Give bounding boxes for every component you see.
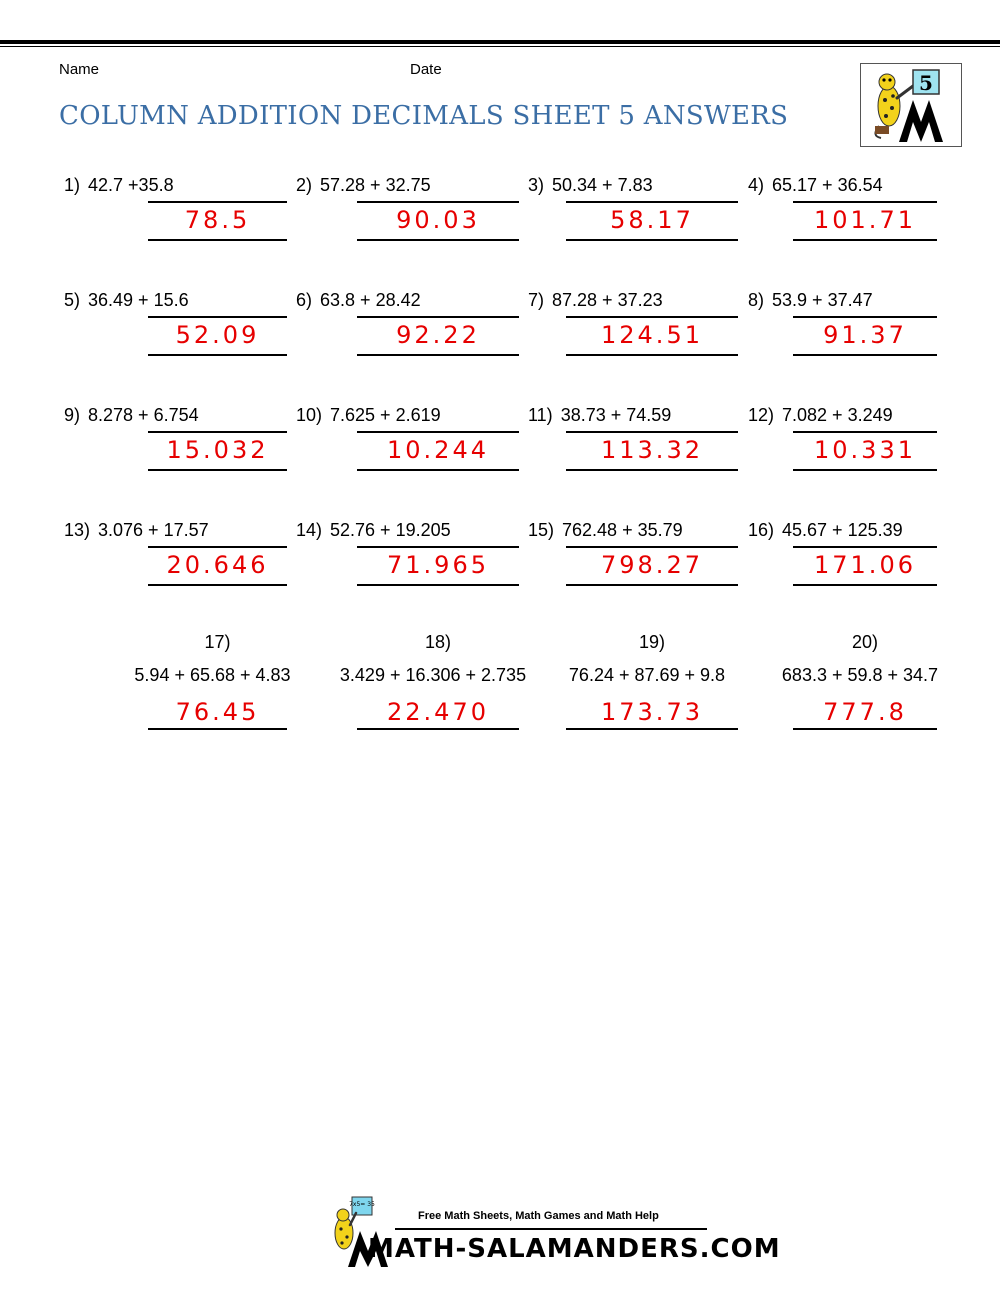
problem-number: 5) — [64, 290, 81, 310]
problem-number: 2) — [296, 175, 313, 195]
top-rule — [0, 40, 1000, 44]
problem-answer: 113.32 — [601, 436, 703, 464]
problem-number: 17) — [204, 632, 231, 652]
answer-rule — [357, 584, 519, 586]
salamander-logo-art — [861, 64, 961, 146]
problem-number: 15) — [528, 520, 555, 540]
answer-rule — [793, 316, 937, 318]
problem-expression: 762.48 + 35.79 — [562, 520, 683, 540]
answer-rule — [357, 239, 519, 241]
answer-rule — [793, 469, 937, 471]
problem-answer: 22.470 — [387, 698, 489, 726]
answer-rule — [793, 584, 937, 586]
problem-question — [748, 405, 893, 426]
problem-expression: 38.73 + 74.59 — [560, 405, 672, 425]
answer-rule — [357, 431, 519, 433]
problem-expression: 76.24 + 87.69 + 9.8 — [568, 665, 726, 685]
top-rule-thin — [0, 46, 1000, 47]
problem-number: 16) — [748, 520, 775, 540]
answer-rule — [148, 584, 287, 586]
problem-number: 13) — [64, 520, 91, 540]
problem-expression: 52.76 + 19.205 — [330, 520, 451, 540]
date-label: Date — [410, 61, 442, 78]
problem-question — [528, 175, 653, 196]
answer-rule — [148, 431, 287, 433]
problem-question — [296, 175, 431, 196]
answer-rule — [357, 201, 519, 203]
problem-expression: 45.67 + 125.39 — [782, 520, 903, 540]
answer-rule — [793, 431, 937, 433]
problem-answer: 10.331 — [814, 436, 916, 464]
problem-number: 3) — [528, 175, 545, 195]
answer-rule — [566, 431, 738, 433]
answer-rule — [566, 728, 738, 730]
answer-rule — [148, 728, 287, 730]
problem-question — [296, 405, 441, 426]
problem-expression: 7.082 + 3.249 — [782, 405, 893, 425]
problem-expression: 8.278 + 6.754 — [88, 405, 199, 425]
problem-expression: 57.28 + 32.75 — [320, 175, 431, 195]
problem-number: 4) — [748, 175, 765, 195]
problem-expression: 7.625 + 2.619 — [330, 405, 441, 425]
problem-number: 20) — [851, 632, 878, 652]
problem-number: 1) — [64, 175, 81, 195]
answer-rule — [148, 316, 287, 318]
answer-rule — [357, 469, 519, 471]
answer-rule — [148, 239, 287, 241]
problem-answer: 71.965 — [387, 551, 489, 579]
problem-expression: 5.94 + 65.68 + 4.83 — [134, 665, 291, 685]
problem-question — [528, 405, 671, 426]
answer-rule — [357, 546, 519, 548]
problem-answer: 78.5 — [184, 206, 251, 234]
answer-rule — [793, 354, 937, 356]
problem-number: 18) — [424, 632, 451, 652]
problem-answer: 777.8 — [823, 698, 907, 726]
problem-question — [528, 520, 683, 541]
answer-rule — [148, 354, 287, 356]
problem-expression: 683.3 + 59.8 + 34.7 — [781, 665, 939, 685]
answer-rule — [148, 201, 287, 203]
problem-answer: 91.37 — [823, 321, 907, 349]
problem-number: 8) — [748, 290, 765, 310]
problem-answer: 52.09 — [175, 321, 260, 349]
answer-rule — [148, 546, 287, 548]
problem-expression: 42.7 +35.8 — [88, 175, 174, 195]
problem-number: 7) — [528, 290, 545, 310]
answer-rule — [566, 239, 738, 241]
answer-rule — [357, 728, 519, 730]
answer-rule — [566, 469, 738, 471]
footer-tagline: Free Math Sheets, Math Games and Math Help — [418, 1210, 659, 1222]
problem-question — [748, 175, 883, 196]
answer-rule — [566, 546, 738, 548]
problem-answer: 76.45 — [175, 698, 260, 726]
problem-question — [64, 175, 174, 196]
problem-number: 19) — [638, 632, 665, 652]
salamander-logo — [860, 63, 962, 147]
footer-brand: MATH-SALAMANDERS.COM — [368, 1234, 781, 1264]
answer-rule — [566, 354, 738, 356]
problem-answer: 15.032 — [166, 436, 269, 464]
answer-rule — [566, 316, 738, 318]
problem-question — [64, 290, 189, 311]
footer-logo-sign: 7x5= 35 — [349, 1201, 375, 1208]
problem-number: 11) — [528, 405, 553, 425]
problem-expression: 50.34 + 7.83 — [552, 175, 653, 195]
problem-question — [528, 290, 663, 311]
problem-number: 14) — [296, 520, 323, 540]
problem-question — [748, 520, 903, 541]
problem-answer: 171.06 — [814, 551, 916, 579]
problem-question — [64, 405, 199, 426]
problem-expression: 3.429 + 16.306 + 2.735 — [339, 665, 527, 685]
answer-rule — [357, 316, 519, 318]
problem-question — [296, 290, 421, 311]
logo-badge-number: 5 — [919, 71, 933, 95]
footer-rule — [395, 1228, 707, 1230]
problem-expression: 65.17 + 36.54 — [772, 175, 883, 195]
answer-rule — [793, 728, 937, 730]
answer-rule — [793, 546, 937, 548]
problem-expression: 3.076 + 17.57 — [98, 520, 209, 540]
problem-question — [64, 520, 209, 541]
problem-answer: 92.22 — [396, 321, 480, 349]
problem-expression: 63.8 + 28.42 — [320, 290, 421, 310]
name-label: Name — [59, 61, 100, 78]
page-title: COLUMN ADDITION DECIMALS SHEET 5 ANSWERS — [59, 101, 789, 131]
problem-number: 6) — [296, 290, 313, 310]
problem-expression: 36.49 + 15.6 — [88, 290, 189, 310]
problem-expression: 53.9 + 37.47 — [772, 290, 873, 310]
problem-answer: 124.51 — [601, 321, 703, 349]
answer-rule — [566, 584, 738, 586]
problem-answer: 798.27 — [601, 551, 703, 579]
problem-number: 12) — [748, 405, 775, 425]
problem-expression: 87.28 + 37.23 — [552, 290, 663, 310]
problem-answer: 173.73 — [601, 698, 703, 726]
problem-number: 10) — [296, 405, 323, 425]
problem-answer: 101.71 — [814, 206, 916, 234]
problem-number: 9) — [64, 405, 81, 425]
problem-question — [748, 290, 873, 311]
answer-rule — [793, 239, 937, 241]
problem-answer: 58.17 — [610, 206, 694, 234]
answer-rule — [148, 469, 287, 471]
answer-rule — [566, 201, 738, 203]
problem-answer: 10.244 — [387, 436, 489, 464]
problem-answer: 90.03 — [396, 206, 480, 234]
answer-rule — [357, 354, 519, 356]
problem-answer: 20.646 — [166, 551, 269, 579]
answer-rule — [793, 201, 937, 203]
problem-question — [296, 520, 451, 541]
